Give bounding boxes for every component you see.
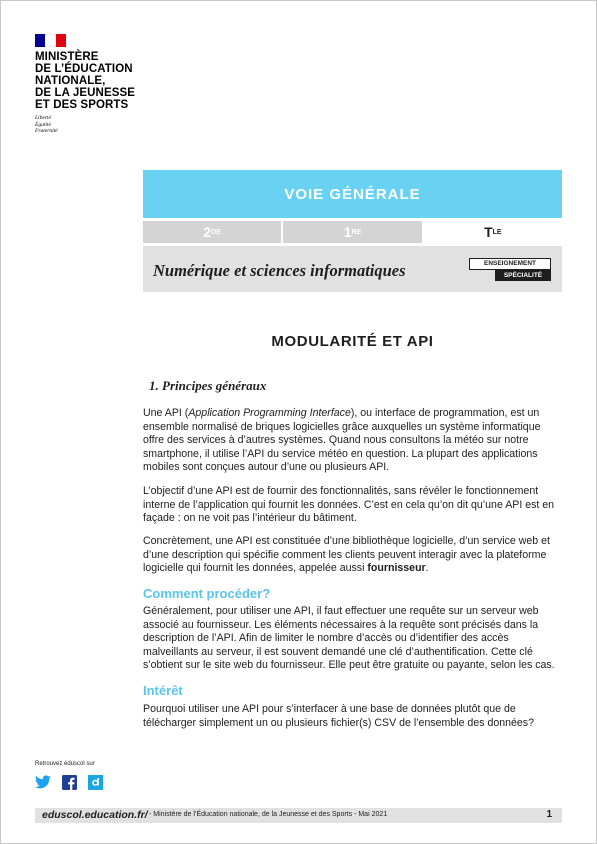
subheading-interet: Intérêt — [143, 683, 183, 698]
badge-enseignement: ENSEIGNEMENT — [469, 258, 551, 270]
subject-title: Numérique et sciences informatiques — [153, 261, 406, 280]
ministry-line: MINISTÈRE — [35, 51, 99, 63]
footer-text: - Ministère de l’Éducation nationale, de la Jeunesse et des Sports - Mai 2021 — [149, 811, 388, 818]
paragraph-api-components: Concrètement, une API est constituée d’une bibliothèque logicielle, d’un service web et d’une description qui spécifie comment les clients peuvent interagir avec la plateforme logicielle qui fournit les données, appelée aussi fournisseur. — [143, 535, 550, 575]
page-number: 1 — [546, 809, 552, 820]
section-heading: 1. Principes généraux — [149, 378, 267, 393]
dailymotion-icon[interactable] — [87, 774, 103, 790]
marianne-flag-logo — [35, 34, 66, 47]
ministry-line: NATIONALE, — [35, 75, 106, 87]
footer-site-link[interactable]: eduscol.education.fr/ — [42, 809, 148, 821]
ministry-name — [35, 51, 135, 111]
level-seconde: 2 DE — [143, 221, 281, 243]
class-levels — [143, 221, 562, 243]
subject-band — [143, 246, 562, 292]
document-title: MODULARITÉ ET API — [271, 333, 434, 350]
paragraph-interet: Pourquoi utiliser une API pour s’interfacer à une base de données plutôt que de télécharger simplement un ou plusieurs fichier(s) CSV de l’ensemble des données? — [143, 703, 534, 729]
ministry-line: ET DES SPORTS — [35, 99, 129, 111]
republic-motto: Liberté Égalité Fraternité — [35, 115, 58, 134]
track-banner — [143, 170, 562, 218]
ministry-line: DE LA JEUNESSE — [35, 87, 136, 99]
level-premiere: 1 RE — [283, 221, 421, 243]
paragraph-api-definition: Une API (Application Programming Interface), ou interface de programmation, est un ensemble normalisé de briques logicielles grâce auxquelles un système informatique offre des services à d’autres systèmes. Quand nous consultons la météo sur notre smartphone, il utilise l’API du service météo en question. La plupart des applications mobiles sont conçues autour d’une ou plusieurs API. — [143, 407, 541, 474]
paragraph-procedure: Généralement, pour utiliser une API, il faut effectuer une requête sur un serveur web associé au fournisseur. Les éléments nécessaires à la requête sont précisés dans la description de l’API. Afin de limiter le nombre d’accès ou d’identifier des accès malveillants au serveur, il est souvent demandé une clé d’authentification. Cette clé s’obtient sur le site web du fournisseur. Elle peut être gratuite ou payante, selon les cas. — [143, 605, 555, 672]
subheading-comment-proceder: Comment procéder? — [143, 586, 271, 601]
track-title: VOIE GÉNÉRALE — [284, 185, 421, 203]
footer-bar — [35, 808, 562, 823]
social-label: Retrouvez éduscol sur — [35, 761, 95, 767]
facebook-icon[interactable] — [61, 774, 77, 790]
twitter-icon[interactable] — [35, 774, 51, 790]
paragraph-api-objective: L’objectif d’une API est de fournir des fonctionnalités, sans révéler le fonctionnement interne de l’application qui fournit les données. C’est en cela qu’on dit qu’une API est en façade : on ne voit pas l’intérieur du bâtiment. — [143, 485, 555, 525]
level-terminale: T LE — [424, 221, 562, 243]
ministry-line: DE L’ÉDUCATION — [35, 63, 133, 75]
badge-specialite: SPÉCIALITÉ — [495, 270, 551, 281]
